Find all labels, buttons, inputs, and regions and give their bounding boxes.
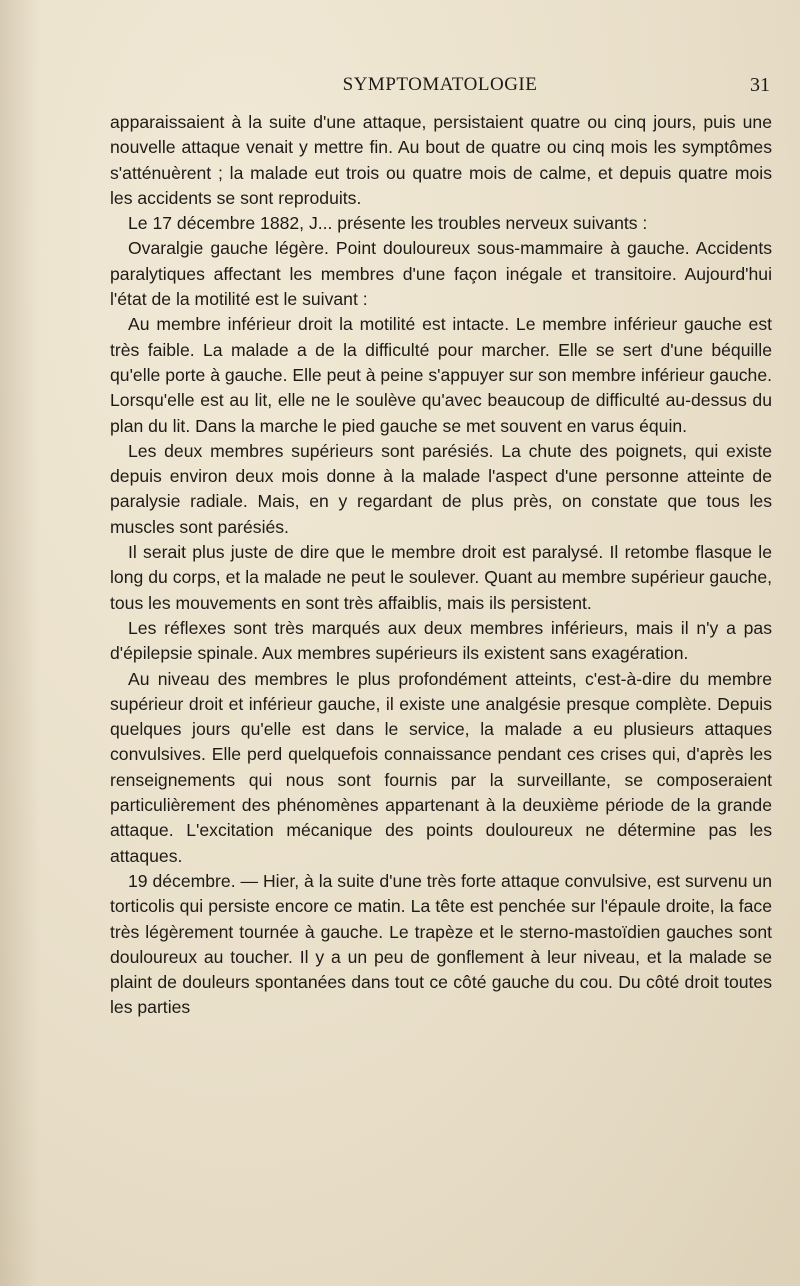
running-title: SYMPTOMATOLOGIE [342,74,538,95]
page-number: 31 [750,74,770,96]
paragraph: Le 17 décembre 1882, J... présente les troubles nerveux suivants : [128,213,648,234]
paragraph: Les deux membres supérieurs sont parésiés. La chute des poignets, qui existe depuis environ deux mois donne à la malade l'aspect d'une personne atteinte de paralysie radiale. Mais, en y regardant de plus près, on constate que tous les muscles sont parésiés. [110,440,772,537]
paragraph: apparaissaient à la suite d'une attaque, persistaient quatre ou cinq jours, puis une nouvelle attaque venait y mettre fin. Au bout de quatre ou cinq mois les symptômes s'atténuèrent ; la malade eut trois ou quatre mois de calme, et depuis quatre mois les accidents se sont reproduits. [110,112,772,208]
body-text [110,110,772,1021]
paragraph: Les réflexes sont très marqués aux deux membres inférieurs, mais il n'y a pas d'épilepsie spinale. Aux membres supérieurs ils existent sans exagération. [110,617,772,664]
paragraph: 19 décembre. — Hier, à la suite d'une très forte attaque convulsive, est survenu un torticolis qui persiste encore ce matin. La tête est penchée sur l'épaule droite, la face très légèrement tournée à gauche. Le trapèze et le sterno-mastoïdien gauches sont douloureux au toucher. Il y a un peu de gonflement à leur niveau, et la malade se plaint de douleurs spontanées dans tout ce côté gauche du cou. Du côté droit toutes les parties [110,870,772,1018]
paragraph: Au membre inférieur droit la motilité est intacte. Le membre inférieur gauche est très faible. La malade a de la difficulté pour marcher. Elle se sert d'une béquille qu'elle porte à gauche. Elle peut à peine s'appuyer sur son membre inférieur gauche. Lorsqu'elle est au lit, elle ne le soulève qu'avec beaucoup de difficulté au-dessus du plan du lit. Dans la marche le pied gauche se met souvent en varus équin. [110,314,773,436]
paragraph: Il serait plus juste de dire que le membre droit est paralysé. Il retombe flasque le long du corps, et la malade ne peut le soulever. Quant au membre supérieur gauche, tous les mouvements en sont très affaiblis, mais ils persistent. [110,542,772,613]
paragraph: Au niveau des membres le plus profondément atteints, c'est-à-dire du membre supérieur droit et inférieur gauche, il existe une analgésie presque complète. Depuis quelques jours qu'elle est dans le service, la malade a eu plusieurs attaques convulsives. Elle perd quelquefois connaissance pendant ces crises qui, d'après les renseignements qui nous sont fournis par la surveillante, se composeraient particulièrement des phénomènes appartenant à la deuxième période de la grande attaque. L'excitation mécanique des points douloureux ne détermine pas les attaques. [110,668,772,866]
paragraph: Ovaralgie gauche légère. Point douloureux sous-mammaire à gauche. Accidents paralytiques affectant les membres d'une façon inégale et transitoire. Aujourd'hui l'état de la motilité est le suivant : [110,238,772,310]
page-edge-shadow [0,0,40,1286]
page-header [110,74,770,102]
